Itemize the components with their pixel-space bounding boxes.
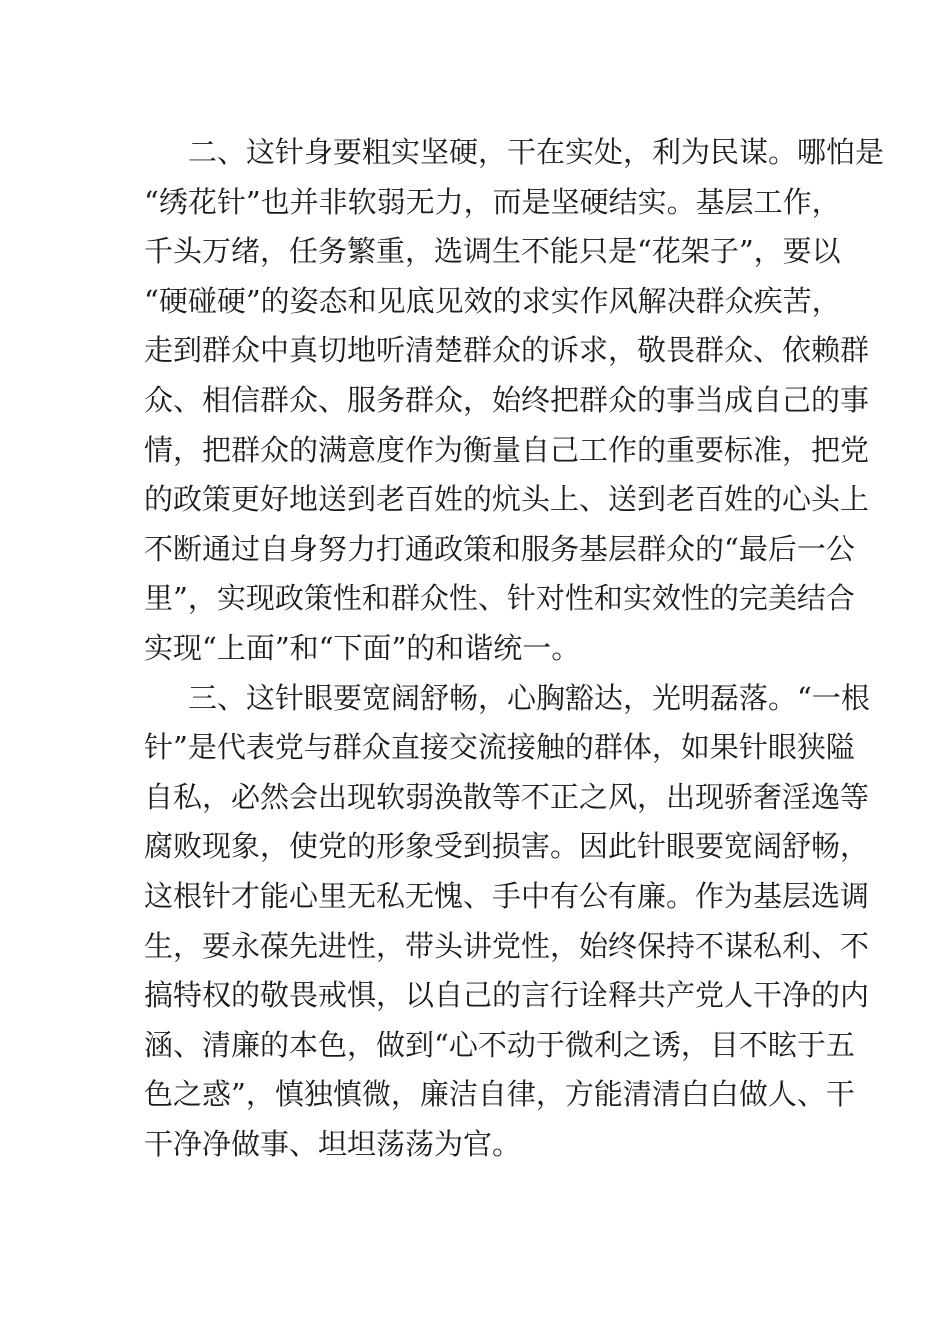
paragraph-line: 搞特权的敬畏戒惧，以自己的言行诠释共产党人干净的内 bbox=[144, 978, 870, 1013]
paragraph-line: 涵、清廉的本色，做到“心不动于微利之诱，目不眩于五 bbox=[144, 1027, 855, 1062]
paragraph-line: 情，把群众的满意度作为衡量自己工作的重要标准，把党 bbox=[144, 432, 870, 467]
paragraph-line: 色之惑”，慎独慎微，廉洁自律，方能清清白白做人、干 bbox=[144, 1077, 855, 1112]
paragraph-line: 自私，必然会出现软弱涣散等不正之风，出现骄奢淫逸等 bbox=[144, 779, 870, 814]
paragraph-line: 走到群众中真切地听清楚群众的诉求，敬畏群众、依赖群 bbox=[144, 333, 870, 368]
document-body bbox=[144, 128, 885, 1169]
paragraph-line: 腐败现象，使党的形象受到损害。因此针眼要宽阔舒畅， bbox=[144, 829, 870, 864]
paragraph-line: 实现“上面”和“下面”的和谐统一。 bbox=[144, 630, 581, 665]
paragraph-3 bbox=[144, 674, 870, 1170]
paragraph-line: 不断通过自身努力打通政策和服务基层群众的“最后一公 bbox=[144, 531, 855, 566]
paragraph-2 bbox=[144, 128, 885, 674]
paragraph-line: “绣花针”也并非软弱无力，而是坚硬结实。基层工作， bbox=[144, 184, 841, 219]
paragraph-line: 千头万绪，任务繁重，选调生不能只是“花架子”，要以 bbox=[144, 234, 841, 269]
paragraph-line: 的政策更好地送到老百姓的炕头上、送到老百姓的心头上 bbox=[144, 482, 870, 517]
paragraph-line: 众、相信群众、服务群众，始终把群众的事当成自己的事 bbox=[144, 382, 870, 417]
paragraph-line: 三、这针眼要宽阔舒畅，心胸豁达，光明磊落。“一根 bbox=[188, 680, 870, 715]
paragraph-line: 针”是代表党与群众直接交流接触的群体，如果针眼狭隘 bbox=[144, 730, 855, 765]
paragraph-line: 这根针才能心里无私无愧、手中有公有廉。作为基层选调 bbox=[144, 878, 870, 913]
paragraph-line: 干净净做事、坦坦荡荡为官。 bbox=[144, 1126, 522, 1161]
paragraph-line: “硬碰硬”的姿态和见底见效的求实作风解决群众疾苦， bbox=[144, 283, 841, 318]
paragraph-line: 里”，实现政策性和群众性、针对性和实效性的完美结合 bbox=[144, 581, 855, 616]
paragraph-line: 生，要永葆先进性，带头讲党性，始终保持不谋私利、不 bbox=[144, 928, 870, 963]
paragraph-line: 二、这针身要粗实坚硬，干在实处，利为民谋。哪怕是 bbox=[188, 135, 885, 169]
